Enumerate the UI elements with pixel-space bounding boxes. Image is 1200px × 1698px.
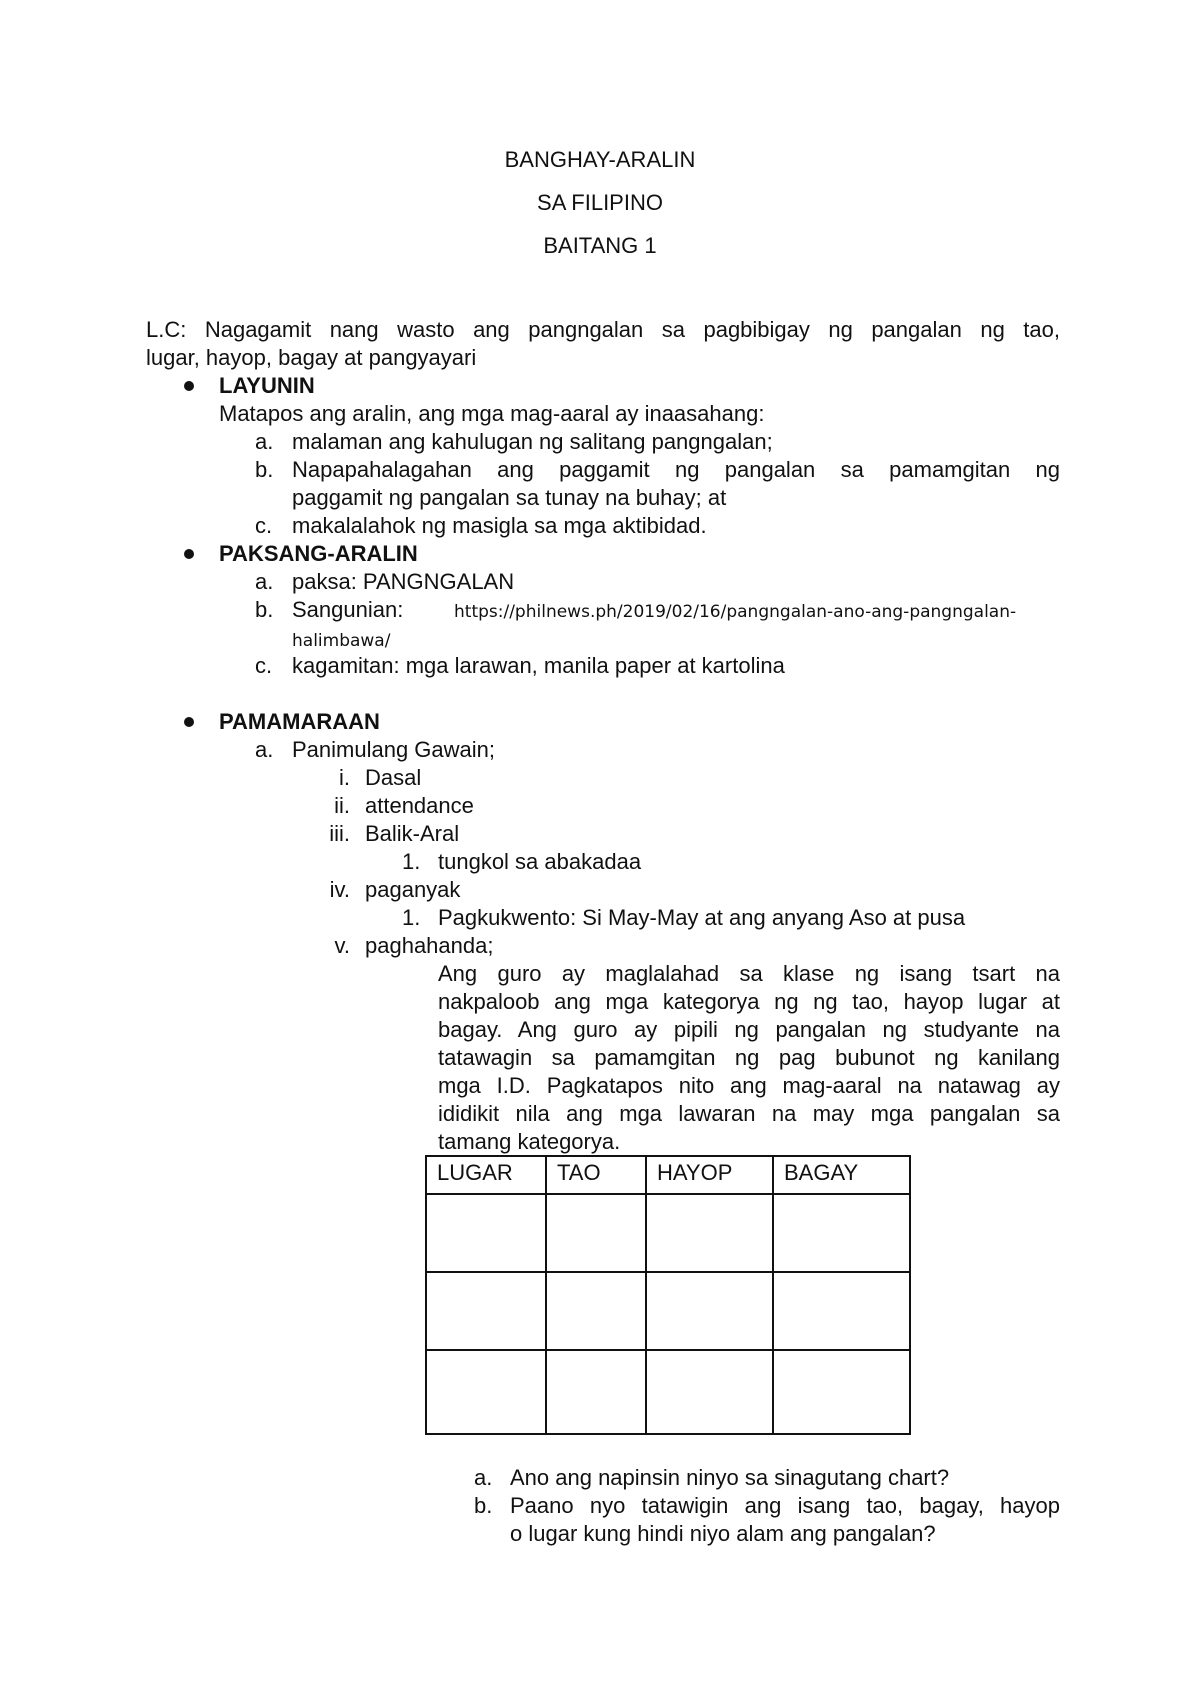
source-link-cont[interactable]: halimbawa/ — [292, 631, 391, 651]
lc-line-2: lugar, hayop, bagay at pangyayari — [146, 345, 477, 370]
table-header-bagay: BAGAY — [784, 1160, 859, 1185]
table-cell — [773, 1272, 910, 1350]
layunin-marker-a: a. — [255, 429, 274, 454]
step-a-label: Panimulang Gawain; — [292, 737, 496, 762]
sub-item: Pagkukwento: Si May-May at ang anyang Aso at pusa — [438, 905, 966, 930]
paksa-marker-a: a. — [255, 569, 274, 594]
table-cell — [646, 1350, 773, 1434]
roman-item: paganyak — [365, 877, 461, 902]
roman-item: paghahanda; — [365, 933, 494, 958]
sub-marker: 1. — [402, 849, 421, 874]
layunin-item-b-cont: paggamit ng pangalan sa tunay na buhay; at — [292, 485, 727, 510]
table-cell — [646, 1272, 773, 1350]
table-cell — [546, 1272, 646, 1350]
table-cell — [546, 1194, 646, 1272]
document-subject: SA FILIPINO — [537, 190, 663, 215]
document-grade: BAITANG 1 — [543, 233, 657, 258]
layunin-marker-c: c. — [255, 513, 273, 538]
table-header-cell — [426, 1156, 546, 1194]
table-row — [426, 1272, 910, 1350]
table-header-lugar: LUGAR — [437, 1160, 513, 1185]
layunin-item-b: Napapahalagahan ang paggamit ng pangalan sa pamamgitan ng — [292, 457, 1060, 482]
layunin-item-a: malaman ang kahulugan ng salitang pangngalan; — [292, 429, 773, 454]
lc-line-1: L.C: Nagagamit nang wasto ang pangngalan sa pagbibigay ng pangalan ng tao, — [146, 317, 1060, 342]
paragraph-line: mga I.D. Pagkatapos nito ang mag-aaral na natawag ay — [438, 1073, 1060, 1098]
paksang-aralin-heading: PAKSANG-ARALIN — [219, 541, 418, 566]
roman-item: Dasal — [365, 765, 422, 790]
table-row — [426, 1194, 910, 1272]
table-header-cell — [646, 1156, 773, 1194]
roman-item: attendance — [365, 793, 474, 818]
paksa-item-a: paksa: PANGNGALAN — [292, 569, 515, 594]
table-header-tao: TAO — [557, 1160, 601, 1185]
paragraph-line: nakpaloob ang mga kategorya ng ng tao, hayop lugar at — [438, 989, 1060, 1014]
pamamaraan-heading: PAMAMARAAN — [219, 709, 380, 734]
roman-marker: iii. — [329, 821, 350, 846]
table-row — [426, 1350, 910, 1434]
roman-marker: i. — [339, 765, 350, 790]
roman-marker: v. — [334, 933, 350, 958]
paragraph-line: tamang kategorya. — [438, 1129, 621, 1154]
document-title: BANGHAY-ARALIN — [504, 147, 696, 172]
bullet-icon — [184, 717, 194, 727]
paragraph-line: bagay. Ang guro ay pipili ng pangalan ng studyante na — [438, 1017, 1060, 1042]
table-header-cell — [773, 1156, 910, 1194]
bullet-icon — [184, 549, 194, 559]
paksa-marker-b: b. — [255, 597, 274, 622]
question-b: Paano nyo tatawigin ang isang tao, bagay, hayop — [510, 1493, 1060, 1518]
layunin-marker-b: b. — [255, 457, 274, 482]
paksa-item-b: Sangunian: — [292, 597, 404, 622]
table-cell — [773, 1350, 910, 1434]
paragraph-line: Ang guro ay maglalahad sa klase ng isang tsart na — [438, 961, 1060, 986]
layunin-intro: Matapos ang aralin, ang mga mag-aaral ay inaasahang: — [219, 401, 765, 426]
table-cell — [773, 1194, 910, 1272]
layunin-heading: LAYUNIN — [219, 373, 315, 398]
question-marker-a: a. — [474, 1465, 493, 1490]
question-b-cont: o lugar kung hindi niyo alam ang pangalan? — [510, 1521, 936, 1546]
paksa-item-c: kagamitan: mga larawan, manila paper at kartolina — [292, 653, 785, 678]
roman-item: Balik-Aral — [365, 821, 460, 846]
table-header-cell — [546, 1156, 646, 1194]
paksa-marker-c: c. — [255, 653, 273, 678]
table-header-hayop: HAYOP — [657, 1160, 733, 1185]
table-cell — [426, 1350, 546, 1434]
paragraph-line: tatawagin sa pamamgitan ng pag bubunot ng kanilang — [438, 1045, 1060, 1070]
step-marker-a: a. — [255, 737, 274, 762]
table-cell — [426, 1272, 546, 1350]
bullet-icon — [184, 381, 194, 391]
source-link[interactable]: https://philnews.ph/2019/02/16/pangngalan-ano-ang-pangngalan- — [454, 602, 1017, 622]
question-a: Ano ang napinsin ninyo sa sinagutang chart? — [510, 1465, 950, 1490]
category-table — [425, 1155, 911, 1435]
sub-item: tungkol sa abakadaa — [438, 849, 642, 874]
sub-marker: 1. — [402, 905, 421, 930]
table-cell — [646, 1194, 773, 1272]
roman-marker: iv. — [329, 877, 350, 902]
paragraph-line: ididikit nila ang mga lawaran na may mga pangalan sa — [438, 1101, 1060, 1126]
table-cell — [426, 1194, 546, 1272]
table-cell — [546, 1350, 646, 1434]
layunin-item-c: makalalahok ng masigla sa mga aktibidad. — [292, 513, 707, 538]
question-marker-b: b. — [474, 1493, 493, 1518]
roman-marker: ii. — [334, 793, 350, 818]
